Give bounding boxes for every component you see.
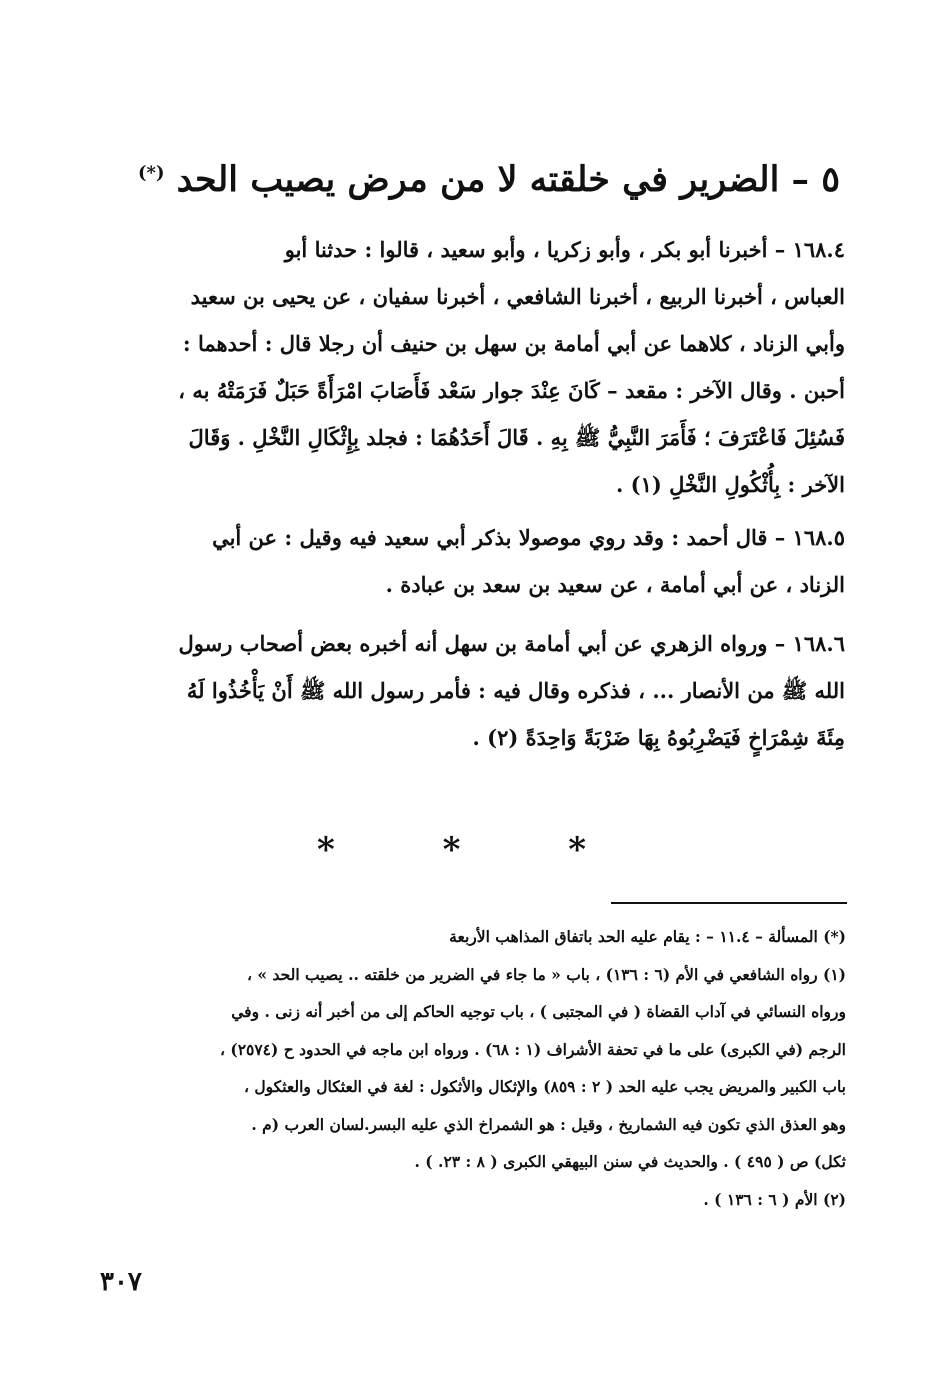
hadith-paragraph-168-4 [105, 226, 845, 508]
footnote-line: ورواه النسائي في آداب القضاة ( في المجتبى ) ، باب توجيه الحاكم إلى من أخبر أنه زنى . وفي [231, 1002, 846, 1021]
paragraph-line: الآخر : بِأُثْكُولِ النَّخْلِ (١) . [616, 472, 845, 497]
footnotes [108, 918, 846, 1218]
page-number: ٣٠٧ [100, 1267, 142, 1297]
section-title: ٥ – الضرير في خلقته لا من مرض يصيب الحد [176, 159, 840, 200]
hadith-paragraph-168-5 [105, 514, 845, 608]
footnote-line: وهو العذق الذي تكون فيه الشماريخ ، وقيل : هو الشمراخ الذي عليه البسر.لسان العرب (م . [251, 1114, 846, 1134]
footnote-line: ثكل) ص ( ٤٩٥ ) . والحديث في سنن البيهقي الكبرى ( ٨ : ٢٣. ) . [414, 1152, 846, 1171]
footnote-line: الرجم (في الكبرى) على ما في تحفة الأشراف (١ : ٦٨) . ورواه ابن ماجه في الحدود ح (٢٥٧٤) ، [219, 1039, 846, 1059]
paragraph-line: العباس ، أخبرنا الربيع ، أخبرنا الشافعي ، أخبرنا سفيان ، عن يحيى بن سعيد [190, 284, 845, 309]
paragraph-line: وأبي الزناد ، كلاهما عن أبي أمامة بن سهل بن حنيف أن رجلا قال : أحدهما : [182, 331, 845, 356]
footnote-divider [611, 902, 847, 904]
paragraph-line: الله ﷺ من الأنصار ... ، فذكره وقال فيه : فأمر رسول الله ﷺ أَنْ يَأْخُذُوا لَهُ [186, 678, 845, 703]
paragraph-line: أحبن . وقال الآخر : مقعد – كَانَ عِنْدَ جوار سَعْد فَأَصَابَ امْرَأَةً حَبَلٌ فَرَمَتْهُ به ، [178, 378, 845, 403]
footnote-marker: (*) [138, 162, 165, 184]
footnote-line: (٢) الأم ( ٦ : ١٣٦ ) . [703, 1189, 846, 1209]
paragraph-line: ١٦٨.٦ – ورواه الزهري عن أبي أمامة بن سهل أنه أخبره بعض أصحاب رسول [178, 631, 845, 656]
footnote-line: (١) رواه الشافعي في الأم (٦ : ١٣٦) ، باب « ما جاء في الضرير من خلقته .. يصيب الحد » ، [247, 964, 846, 984]
section-heading [100, 150, 840, 210]
footnote-line: باب الكبير والمريض يجب عليه الحد ( ٢ : ٨٥٩) والإثكال والأثكول : لغة في العثكال والعثكول ، [243, 1077, 846, 1096]
footnote-line: (*) المسألة – ١١.٤ – : يقام عليه الحد باتفاق المذاهب الأربعة [449, 927, 846, 946]
paragraph-line: ١٦٨.٤ – أخبرنا أبو بكر ، وأبو زكريا ، وأبو سعيد ، قالوا : حدثنا أبو [284, 237, 845, 262]
section-separator: * * * [316, 830, 634, 870]
paragraph-line: فَسُئِلَ فَاعْتَرَفَ ؛ فَأَمَرَ النَّبِيُّ ﷺ بِهِ . قَالَ أَحَدُهُمَا : فجلد بِإِثْكَالِ النَّخْلِ . وَقَالَ [188, 425, 845, 450]
paragraph-line: ١٦٨.٥ – قال أحمد : وقد روي موصولا بذكر أبي سعيد فيه وقيل : عن أبي [212, 525, 845, 550]
paragraph-line: الزناد ، عن أبي أمامة ، عن سعيد بن سعد بن عبادة . [385, 572, 845, 597]
hadith-paragraph-168-6 [105, 620, 845, 761]
paragraph-line: مِئَةَ شِمْرَاخٍ فَيَضْرِبُوهُ بِهَا ضَرْبَةً وَاحِدَةً (٢) . [472, 725, 845, 750]
